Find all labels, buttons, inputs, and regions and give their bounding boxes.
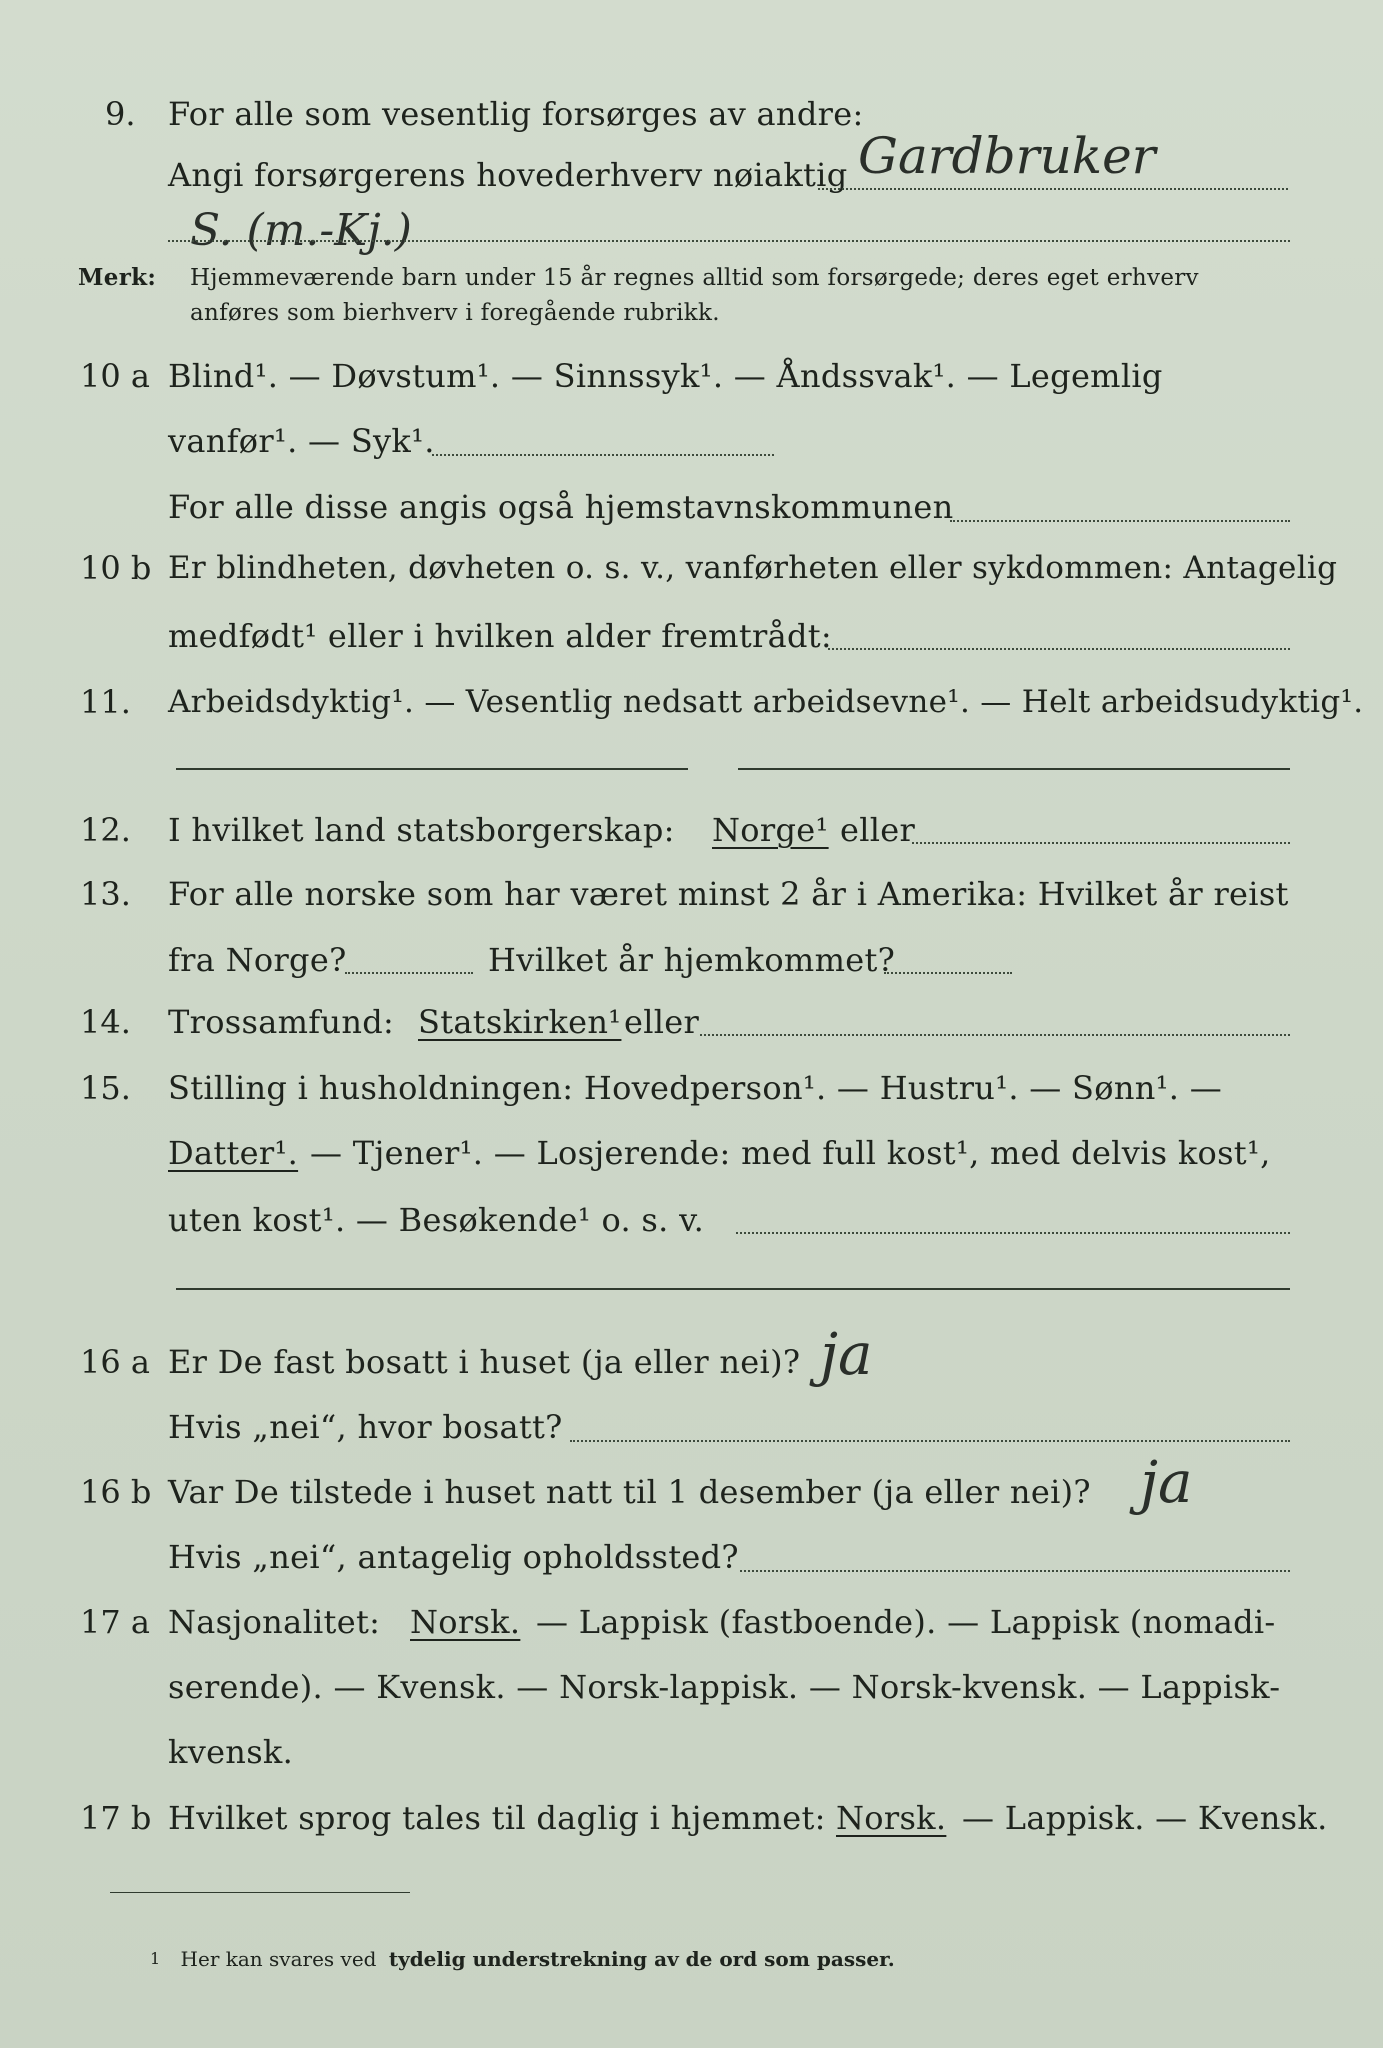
q17b-pre: Hvilket sprog tales til daglig i hjemmet: <box>168 1799 826 1837</box>
footnote-bold-text: tydelig understrekning av de ord som passer. <box>388 1947 895 1971</box>
q15-line2-rest: — Tjener¹. — Losjerende: med full kost¹, med delvis kost¹, <box>310 1134 1271 1172</box>
q14-answer-line <box>700 1034 1290 1036</box>
q13-reist-line <box>345 972 473 974</box>
q15-line3: uten kost¹. — Besøkende¹ o. s. v. <box>168 1201 705 1239</box>
q17a-line3: kvensk. <box>168 1733 294 1771</box>
footnote-text: Her kan svares ved <box>180 1947 377 1971</box>
q16a-number: 16 a <box>80 1343 150 1381</box>
q10a-hjemstavn-line <box>950 520 1290 522</box>
q9-answer-line <box>818 188 1288 190</box>
q13-line2a: fra Norge? <box>168 941 347 979</box>
q15-datter-underlined: Datter¹. <box>168 1134 299 1172</box>
q12-post: eller <box>840 811 916 849</box>
q16b-handwritten-answer: ja <box>1140 1448 1193 1516</box>
q17a-pre: Nasjonalitet: <box>168 1603 381 1641</box>
q17b-norsk-underlined: Norsk. <box>836 1799 947 1837</box>
footnote <box>150 1946 895 1972</box>
merk-line2: anføres som bierhverv i foregående rubrikk. <box>190 300 720 326</box>
q16a-line2: Hvis „nei“, hvor bosatt? <box>168 1408 563 1446</box>
q10b-line1: Er blindheten, døvheten o. s. v., vanførheten eller sykdommen: Antagelig <box>168 550 1338 586</box>
q15-line1: Stilling i husholdningen: Hovedperson¹. — Hustru¹. — Sønn¹. — <box>168 1069 1223 1107</box>
q14-pre: Trossamfund: <box>168 1003 395 1041</box>
q17a-line1-rest: — Lappisk (fastboende). — Lappisk (nomadi- <box>536 1603 1276 1641</box>
q13-line2b: Hvilket år hjemkommet? <box>488 941 896 979</box>
q12-number: 12. <box>80 811 131 849</box>
q16b-number: 16 b <box>80 1473 152 1511</box>
q15-number: 15. <box>80 1069 131 1107</box>
q17a-norsk-underlined: Norsk. <box>410 1603 521 1641</box>
q17a-number: 17 a <box>80 1603 150 1641</box>
q10b-line2: medfødt¹ eller i hvilken alder fremtrådt: <box>168 617 832 655</box>
q17b-number: 17 b <box>80 1799 152 1837</box>
q11-number: 11. <box>80 683 131 721</box>
q12-answer-line <box>912 842 1290 844</box>
q16b-line2: Hvis „nei“, antagelig opholdssted? <box>168 1538 739 1576</box>
q13-number: 13. <box>80 875 131 913</box>
q10a-line1: Blind¹. — Døvstum¹. — Sinnssyk¹. — Åndssvak¹. — Legemlig <box>168 357 1163 395</box>
merk-label: Merk: <box>78 264 157 291</box>
footnote-separator <box>110 1892 410 1893</box>
q15-answer-line <box>736 1232 1290 1234</box>
q10a-line2: vanfør¹. — Syk¹. <box>168 422 435 460</box>
q16a-line1: Er De fast bosatt i huset (ja eller nei)? <box>168 1343 801 1381</box>
q14-statskirken-underlined: Statskirken¹ <box>418 1003 622 1041</box>
q16b-line1: Var De tilstede i huset natt til 1 desember (ja eller nei)? <box>168 1473 1091 1511</box>
q12-norge-underlined: Norge¹ <box>712 811 829 849</box>
q10a-number: 10 a <box>80 357 150 395</box>
q9-answer-line2 <box>168 240 1290 242</box>
merk-line1: Hjemmeværende barn under 15 år regnes alltid som forsørgede; deres eget erhverv <box>190 265 1199 291</box>
q16a-handwritten-answer: ja <box>820 1320 873 1388</box>
footnote-mark: 1 <box>150 1949 161 1968</box>
q10b-answer-line <box>828 648 1290 650</box>
q10b-number: 10 b <box>80 549 152 587</box>
q13-hjemkommet-line <box>884 972 1012 974</box>
q12-pre: I hvilket land statsborgerskap: <box>168 811 675 849</box>
q10a-line3: For alle disse angis også hjemstavnskommunen <box>168 488 954 526</box>
q9-handwritten-answer2: S. (m.-Kj.) <box>190 205 412 256</box>
q14-number: 14. <box>80 1003 131 1041</box>
q13-line1: For alle norske som har været minst 2 år i Amerika: Hvilket år reist <box>168 875 1289 913</box>
q17b-post: — Lappisk. — Kvensk. <box>962 1799 1328 1837</box>
q11-line1: Arbeidsdyktig¹. — Vesentlig nedsatt arbeidsevne¹. — Helt arbeidsudyktig¹. <box>168 684 1364 720</box>
q16b-opholdssted-line <box>740 1570 1290 1572</box>
q10a-syk-line <box>432 454 774 456</box>
q9-line1: For alle som vesentlig forsørges av andre: <box>168 95 864 133</box>
q9-handwritten-answer: Gardbruker <box>858 127 1156 185</box>
q15-answer-line2 <box>176 1288 1290 1290</box>
q9-line2: Angi forsørgerens hovederhverv nøiaktig <box>168 156 848 194</box>
q14-post: eller <box>624 1003 700 1041</box>
q11-answer-line-right <box>738 768 1290 770</box>
q16a-bosatt-line <box>570 1440 1290 1442</box>
q9-number: 9. <box>105 95 136 133</box>
q17a-line2: serende). — Kvensk. — Norsk-lappisk. — Norsk-kvensk. — Lappisk- <box>168 1668 1281 1706</box>
q11-answer-line-left <box>176 768 688 770</box>
